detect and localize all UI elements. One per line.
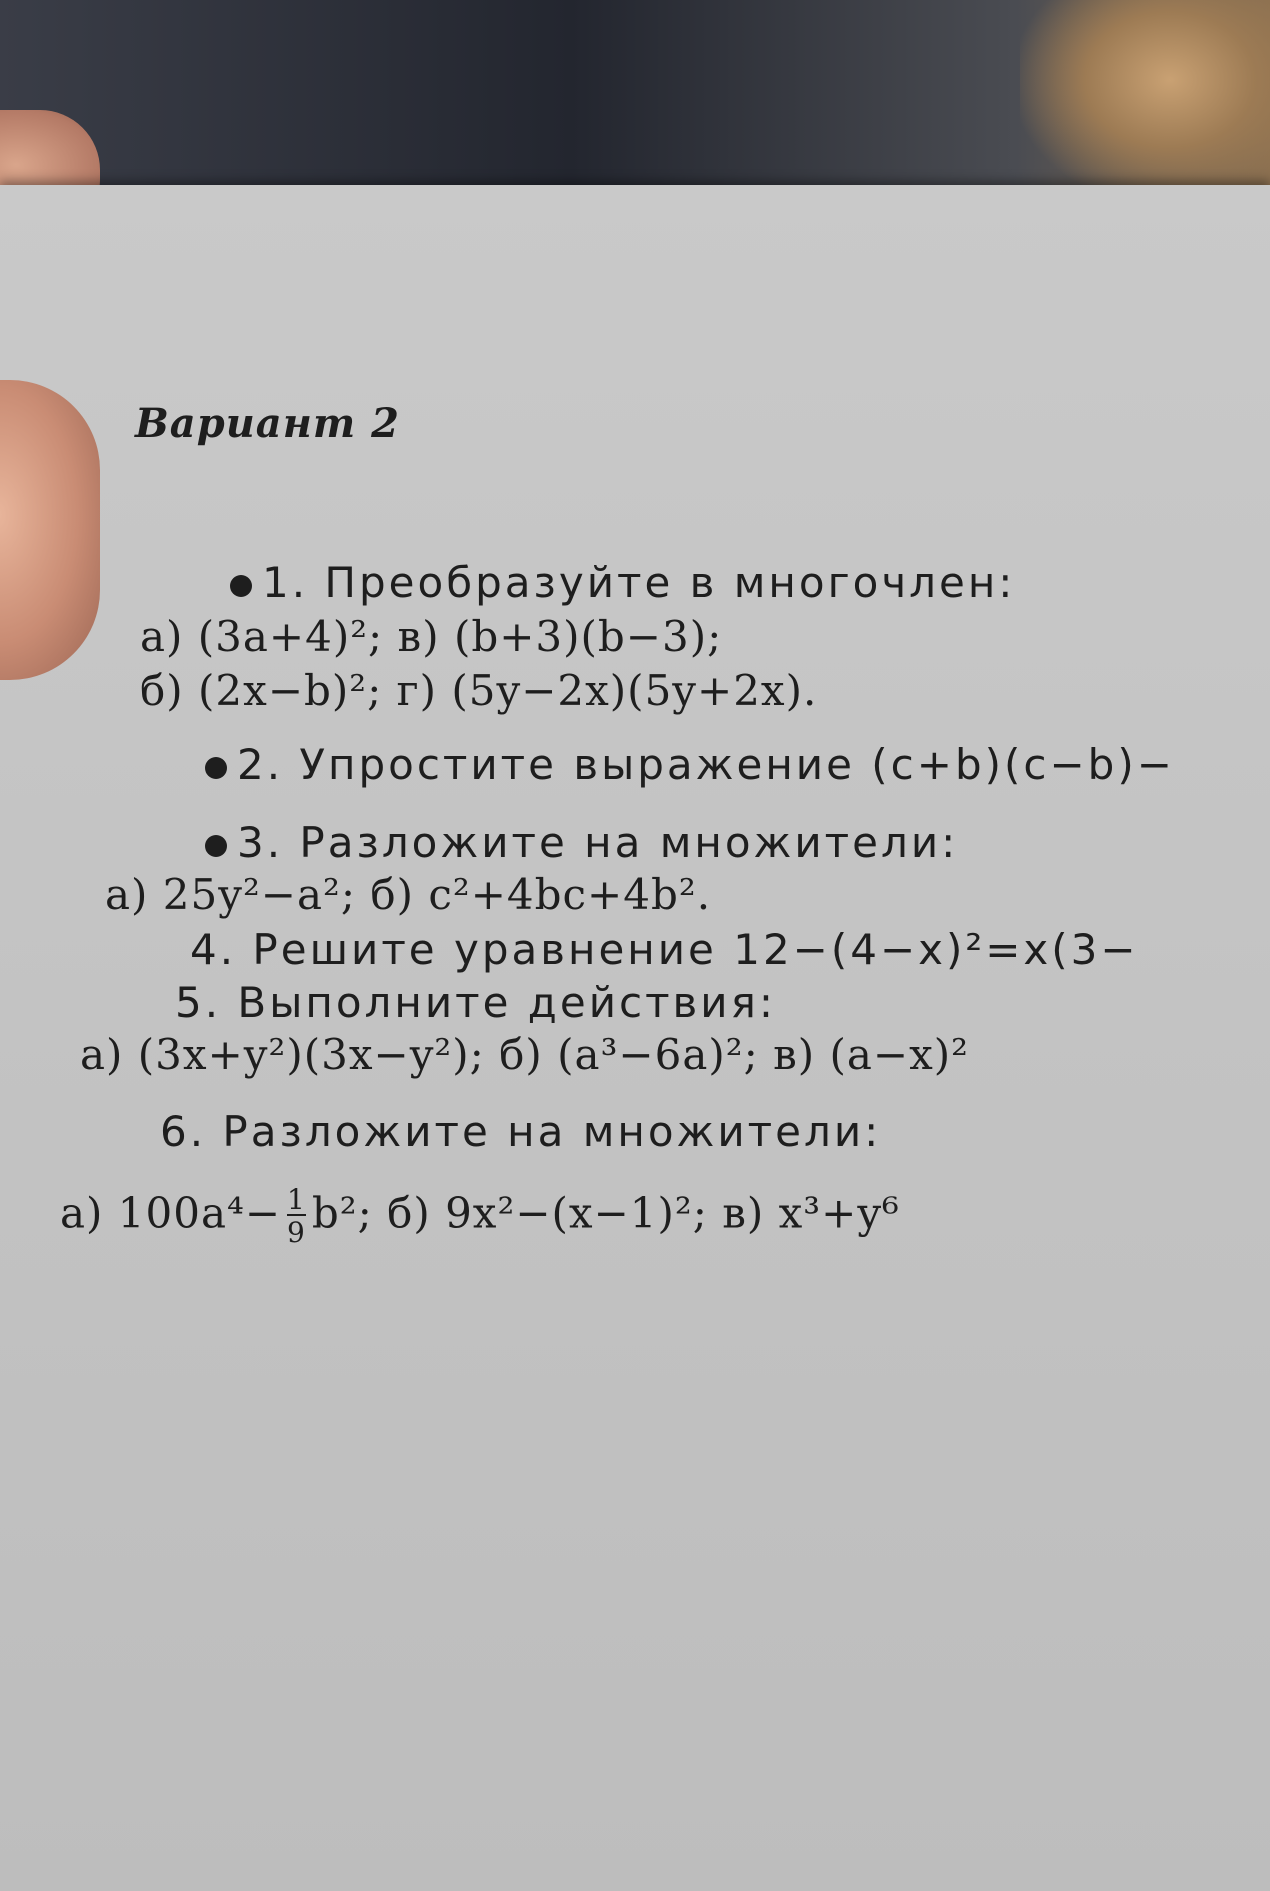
fraction: [287, 1185, 306, 1248]
task3-line1: а) 25y²−a²; б) c²+4bc+4b².: [105, 870, 712, 919]
variant-title: Вариант 2: [135, 400, 400, 447]
task3-header: [205, 818, 958, 867]
task4-header: 4. Решите уравнение 12−(4−x)²=x(3−: [190, 925, 1139, 974]
bullet-icon: [205, 835, 227, 857]
fraction-numerator: 1: [287, 1183, 306, 1216]
task2-header: [205, 740, 1175, 789]
task2-header-text: 2. Упростите выражение (c+b)(c−b)−: [237, 740, 1175, 789]
task3-header-text: 3. Разложите на множители:: [237, 818, 959, 867]
task6-header: 6. Разложите на множители:: [160, 1107, 882, 1156]
fraction-denominator: 9: [287, 1216, 306, 1250]
task5-header: 5. Выполните действия:: [175, 978, 777, 1027]
bullet-icon: [230, 575, 252, 597]
task1-header: [230, 558, 1015, 607]
task6-line1: [60, 1185, 900, 1248]
task6-rest: b²; б) 9x²−(x−1)²; в) x³+y⁶: [311, 1188, 900, 1238]
bullet-icon: [205, 757, 227, 779]
task5-line1: а) (3x+y²)(3x−y²); б) (a³−6a)²; в) (a−x)²: [80, 1030, 970, 1079]
task1-line1: а) (3a+4)²; в) (b+3)(b−3);: [140, 612, 723, 661]
task1-line2: б) (2x−b)²; г) (5y−2x)(5y+2x).: [140, 666, 818, 715]
task6-a-prefix: а) 100a⁴−: [60, 1188, 282, 1238]
background-hair: [1020, 0, 1270, 200]
thumb: [0, 380, 100, 680]
task1-header-text: 1. Преобразуйте в многочлен:: [262, 558, 1016, 607]
